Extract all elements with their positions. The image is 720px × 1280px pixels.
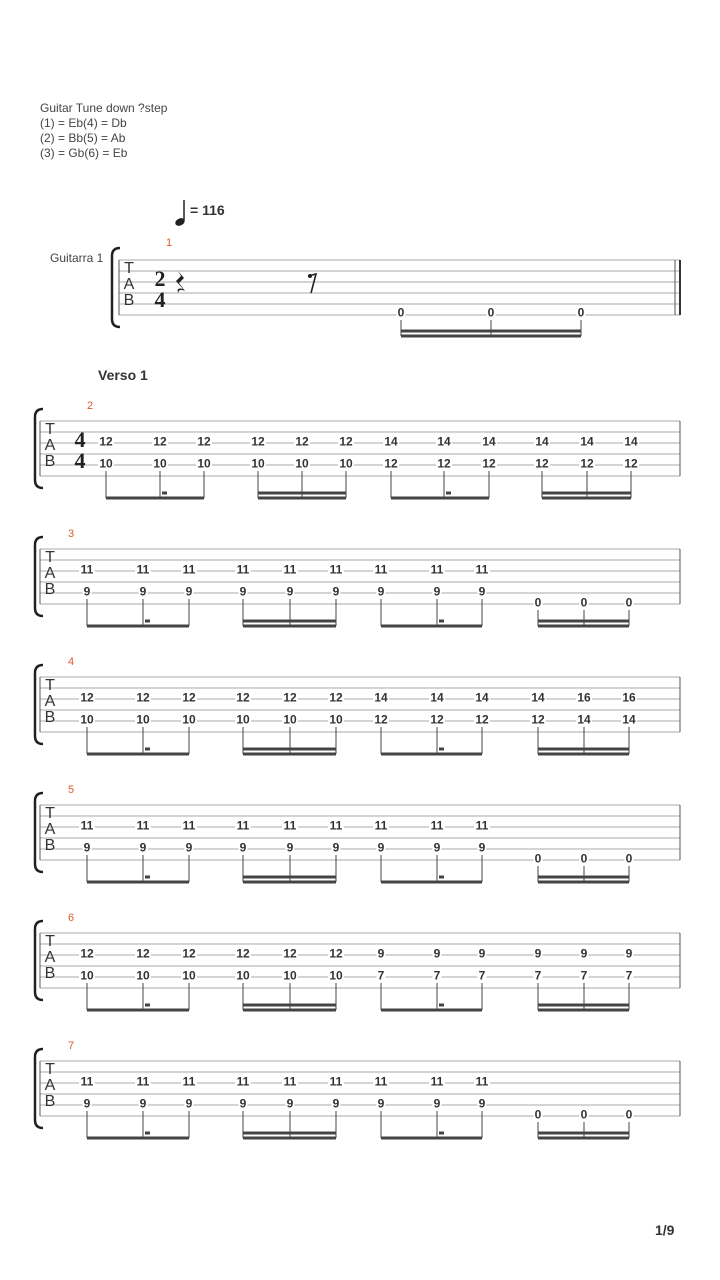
fret-number: 9 — [239, 584, 247, 599]
fret-number: 11 — [283, 1074, 297, 1089]
fret-number: 0 — [625, 1107, 633, 1122]
fret-number: 12 — [430, 712, 444, 727]
fret-number: 12 — [531, 712, 545, 727]
time-signature-top: 4 — [74, 427, 86, 452]
time-signature-bottom: 4 — [154, 287, 166, 312]
tab-clef-letter: T — [45, 805, 55, 822]
fret-number: 14 — [580, 434, 594, 449]
fret-number: 10 — [153, 456, 167, 471]
fret-number: 9 — [139, 584, 147, 599]
fret-number: 11 — [136, 562, 150, 577]
fret-number: 0 — [397, 305, 405, 320]
fret-number: 11 — [374, 562, 388, 577]
measure-number: 4 — [67, 656, 75, 668]
fret-number: 0 — [577, 305, 585, 320]
fret-number: 11 — [430, 1074, 444, 1089]
fret-number: 12 — [136, 690, 150, 705]
fret-number: 0 — [534, 1107, 542, 1122]
fret-number: 11 — [475, 818, 489, 833]
fret-number: 0 — [534, 851, 542, 866]
fret-number: 11 — [136, 1074, 150, 1089]
fret-number: 11 — [236, 562, 250, 577]
tab-clef-letter: B — [44, 453, 56, 470]
fret-number: 10 — [182, 712, 196, 727]
fret-number: 10 — [236, 968, 250, 983]
fret-number: 9 — [433, 946, 441, 961]
fret-number: 9 — [83, 840, 91, 855]
fret-number: 10 — [99, 456, 113, 471]
fret-number: 9 — [478, 584, 486, 599]
fret-number: 9 — [478, 946, 486, 961]
fret-number: 9 — [239, 1096, 247, 1111]
fret-number: 12 — [329, 690, 343, 705]
fret-number: 14 — [535, 434, 549, 449]
fret-number: 10 — [251, 456, 265, 471]
fret-number: 9 — [185, 584, 193, 599]
tab-clef-letter: T — [45, 549, 55, 566]
tab-clef-letter: T — [45, 933, 55, 950]
fret-number: 12 — [535, 456, 549, 471]
fret-number: 11 — [80, 1074, 94, 1089]
fret-number: 9 — [286, 584, 294, 599]
fret-number: 10 — [197, 456, 211, 471]
fret-number: 0 — [534, 595, 542, 610]
fret-number: 11 — [182, 1074, 196, 1089]
fret-number: 12 — [99, 434, 113, 449]
fret-number: 0 — [580, 851, 588, 866]
fret-number: 12 — [236, 690, 250, 705]
tab-clef-letter: A — [44, 821, 56, 838]
fret-number: 11 — [182, 818, 196, 833]
fret-number: 0 — [487, 305, 495, 320]
tab-clef-letter: B — [123, 292, 135, 309]
fret-number: 12 — [251, 434, 265, 449]
fret-number: 7 — [534, 968, 542, 983]
fret-number: 10 — [283, 712, 297, 727]
fret-number: 14 — [374, 690, 388, 705]
fret-number: 0 — [580, 595, 588, 610]
measure-number: 2 — [86, 400, 94, 412]
fret-number: 16 — [622, 690, 636, 705]
fret-number: 12 — [236, 946, 250, 961]
fret-number: 12 — [329, 946, 343, 961]
fret-number: 12 — [197, 434, 211, 449]
fret-number: 12 — [136, 946, 150, 961]
tuning-title: Guitar Tune down ?step — [40, 101, 168, 115]
fret-number: 12 — [374, 712, 388, 727]
fret-number: 9 — [239, 840, 247, 855]
measure-number: 5 — [67, 784, 75, 796]
fret-number: 9 — [83, 1096, 91, 1111]
fret-number: 12 — [339, 434, 353, 449]
fret-number: 9 — [478, 1096, 486, 1111]
fret-number: 14 — [622, 712, 636, 727]
time-signature-bottom: 4 — [74, 448, 86, 473]
fret-number: 11 — [430, 562, 444, 577]
tab-clef-letter: T — [124, 260, 134, 277]
fret-number: 9 — [377, 840, 385, 855]
fret-number: 9 — [377, 584, 385, 599]
fret-number: 7 — [580, 968, 588, 983]
fret-number: 14 — [624, 434, 638, 449]
fret-number: 11 — [80, 562, 94, 577]
fret-number: 16 — [577, 690, 591, 705]
tab-clef-letter: A — [44, 1077, 56, 1094]
measure-number: 3 — [67, 528, 75, 540]
fret-number: 11 — [182, 562, 196, 577]
page-number: 1/9 — [655, 1222, 675, 1238]
fret-number: 10 — [236, 712, 250, 727]
fret-number: 14 — [475, 690, 489, 705]
fret-number: 11 — [329, 818, 343, 833]
fret-number: 9 — [377, 1096, 385, 1111]
fret-number: 9 — [433, 1096, 441, 1111]
tab-clef-letter: T — [45, 421, 55, 438]
fret-number: 12 — [624, 456, 638, 471]
fret-number: 11 — [475, 1074, 489, 1089]
fret-number: 9 — [185, 840, 193, 855]
fret-number: 11 — [136, 818, 150, 833]
fret-number: 9 — [377, 946, 385, 961]
fret-number: 10 — [283, 968, 297, 983]
fret-number: 12 — [475, 712, 489, 727]
fret-number: 12 — [437, 456, 451, 471]
fret-number: 7 — [625, 968, 633, 983]
fret-number: 12 — [80, 690, 94, 705]
tab-clef-letter: A — [44, 693, 56, 710]
fret-number: 10 — [80, 968, 94, 983]
fret-number: 7 — [478, 968, 486, 983]
fret-number: 12 — [182, 946, 196, 961]
fret-number: 9 — [286, 840, 294, 855]
fret-number: 9 — [478, 840, 486, 855]
fret-number: 14 — [437, 434, 451, 449]
fret-number: 12 — [153, 434, 167, 449]
fret-number: 11 — [283, 562, 297, 577]
measure-number: 1 — [165, 237, 173, 249]
tuning-line-2: (2) = Bb(5) = Ab — [40, 131, 126, 145]
fret-number: 9 — [534, 946, 542, 961]
tuning-line-1: (1) = Eb(4) = Db — [40, 116, 127, 130]
fret-number: 9 — [332, 840, 340, 855]
fret-number: 12 — [80, 946, 94, 961]
fret-number: 14 — [384, 434, 398, 449]
fret-number: 11 — [430, 818, 444, 833]
fret-number: 12 — [384, 456, 398, 471]
fret-number: 11 — [329, 562, 343, 577]
fret-number: 9 — [625, 946, 633, 961]
fret-number: 0 — [625, 595, 633, 610]
fret-number: 9 — [185, 1096, 193, 1111]
fret-number: 10 — [329, 712, 343, 727]
fret-number: 14 — [531, 690, 545, 705]
tab-clef-letter: A — [44, 437, 56, 454]
tab-clef-letter: T — [45, 1061, 55, 1078]
fret-number: 9 — [433, 840, 441, 855]
tuning-line-3: (3) = Gb(6) = Eb — [40, 146, 128, 160]
measure-number: 7 — [67, 1040, 75, 1052]
fret-number: 12 — [283, 690, 297, 705]
fret-number: 11 — [475, 562, 489, 577]
fret-number: 12 — [295, 434, 309, 449]
tab-clef-letter: B — [44, 965, 56, 982]
tab-clef-letter: B — [44, 837, 56, 854]
fret-number: 10 — [295, 456, 309, 471]
fret-number: 10 — [136, 712, 150, 727]
fret-number: 11 — [80, 818, 94, 833]
fret-number: 9 — [433, 584, 441, 599]
fret-number: 12 — [283, 946, 297, 961]
fret-number: 0 — [625, 851, 633, 866]
fret-number: 9 — [139, 840, 147, 855]
fret-number: 10 — [182, 968, 196, 983]
fret-number: 11 — [374, 1074, 388, 1089]
tab-clef-letter: A — [123, 276, 135, 293]
fret-number: 14 — [482, 434, 496, 449]
fret-number: 7 — [377, 968, 385, 983]
tab-clef-letter: A — [44, 949, 56, 966]
measure-number: 6 — [67, 912, 75, 924]
tab-clef-letter: A — [44, 565, 56, 582]
fret-number: 7 — [433, 968, 441, 983]
fret-number: 9 — [332, 1096, 340, 1111]
fret-number: 10 — [136, 968, 150, 983]
eighth-rest-dot — [308, 274, 312, 278]
section-label: Verso 1 — [98, 367, 148, 383]
fret-number: 10 — [339, 456, 353, 471]
fret-number: 12 — [580, 456, 594, 471]
fret-number: 12 — [182, 690, 196, 705]
fret-number: 10 — [80, 712, 94, 727]
tab-clef-letter: B — [44, 581, 56, 598]
fret-number: 11 — [236, 1074, 250, 1089]
tempo-marking: = 116 — [190, 202, 225, 218]
fret-number: 11 — [329, 1074, 343, 1089]
time-signature-top: 2 — [154, 266, 166, 291]
fret-number: 0 — [580, 1107, 588, 1122]
fret-number: 11 — [283, 818, 297, 833]
tab-clef-letter: T — [45, 677, 55, 694]
fret-number: 9 — [286, 1096, 294, 1111]
tab-clef-letter: B — [44, 1093, 56, 1110]
fret-number: 9 — [332, 584, 340, 599]
fret-number: 9 — [580, 946, 588, 961]
fret-number: 9 — [83, 584, 91, 599]
fret-number: 9 — [139, 1096, 147, 1111]
fret-number: 10 — [329, 968, 343, 983]
fret-number: 14 — [577, 712, 591, 727]
instrument-name: Guitarra 1 — [50, 251, 104, 265]
fret-number: 11 — [374, 818, 388, 833]
tab-clef-letter: B — [44, 709, 56, 726]
fret-number: 11 — [236, 818, 250, 833]
fret-number: 14 — [430, 690, 444, 705]
fret-number: 12 — [482, 456, 496, 471]
